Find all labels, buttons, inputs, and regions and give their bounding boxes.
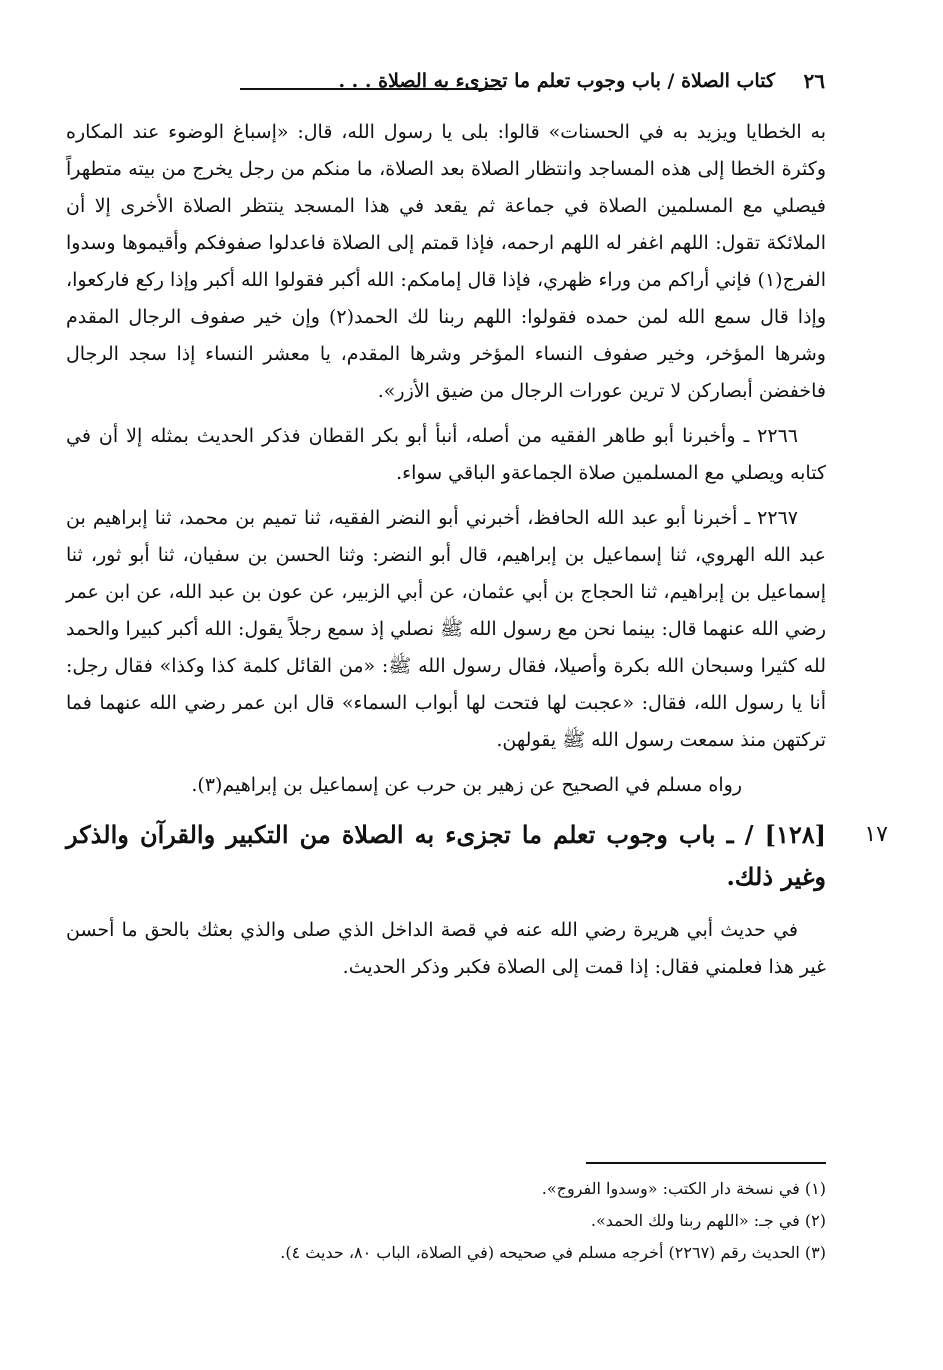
chapter-margin-number: ١٧ [864, 822, 888, 847]
footnote-rule [586, 1162, 826, 1164]
main-text [66, 114, 888, 994]
paragraph-hadith-2266: ٢٢٦٦ ـ وأخبرنا أبو طاهر الفقيه من أصله، أنبأ أبو بكر القطان فذكر الحديث بمثله إلا أن في كتابه ويصلي مع المسلمين صلاة الجماعةو الباقي سواء. [66, 425, 826, 484]
footnotes [160, 1162, 826, 1270]
paragraph-hadith-continuation: به الخطايا ويزيد به في الحسنات» قالوا: بلى يا رسول الله، قال: «إسباغ الوضوء عند المكاره وكثرة الخطا إلى هذه المساجد وانتظار الصلاة بعد الصلاة، ما منكم من رجل يخرج من بيته متطهراً فيصلي مع المسلمين الصلاة في جماعة ثم يقعد في هذا المسجد ينتظر الصلاة الأخرى إلا أن الملائكة تقول: اللهم اغفر له اللهم ارحمه، فإذا قمتم إلى الصلاة فاعدلوا صفوفكم وأقيموها وسدوا الفرج(١) فإني أراكم من وراء ظهري، فإذا قال إمامكم: الله أكبر فقولوا الله أكبر وإذا ركع فاركعوا، وإذا قال سمع الله لمن حمده فقولوا: اللهم ربنا لك الحمد(٢) وإن خير صفوف الرجال المقدم وشرها المؤخر، وخير صفوف النساء المؤخر وشرها المقدم، يا معشر النساء إذا سجد الرجال فاخفضن أبصاركن لا ترين عورات الرجال من ضيق الأزر». [66, 121, 827, 402]
footnote-3: (٣) الحديث رقم (٢٢٦٧) أخرجه مسلم في صحيحه (في الصلاة، الباب ٨٠، حديث ٤). [280, 1243, 826, 1262]
paragraph-closing: في حديث أبي هريرة رضي الله عنه في قصة الداخل الذي صلى والذي بعثك بالحق ما أحسن غير هذا فعلمني فقال: إذا قمت إلى الصلاة فكبر وذكر الحديث. [66, 919, 826, 978]
chapter-title: [١٢٨] / ـ باب وجوب تعلم ما تجزىء به الصلاة من التكبير والقرآن والذكر وغير ذلك. [66, 820, 826, 891]
header-rule [240, 88, 502, 90]
chapter-heading [66, 814, 888, 898]
running-head [60, 66, 825, 100]
footnote-1: (١) في نسخة دار الكتب: «وسدوا الفروج». [541, 1179, 826, 1198]
page-number: ٢٦ [803, 69, 825, 93]
footnote-2: (٢) في جـ: «اللهم ربنا ولك الحمد». [590, 1211, 826, 1230]
header-title: كتاب الصلاة / باب وجوب تعلم ما تجزىء به الصلاة . . . [338, 70, 775, 92]
paragraph-hadith-2267: ٢٢٦٧ ـ أخبرنا أبو عبد الله الحافظ، أخبرني أبو النضر الفقيه، ثنا تميم بن محمد، ثنا إبراهيم بن عبد الله الهروي، ثنا إسماعيل بن إبراهيم، قال أبو النضر: وثنا الحسن بن سفيان، ثنا أبو ثور، ثنا إسماعيل بن إبراهيم، ثنا الحجاج بن أبي عثمان، عن أبي الزبير، عن عون بن عبد الله، عن ابن عمر رضي الله عنهما قال: بينما نحن مع رسول الله ﷺ نصلي إذ سمع رجلاً يقول: الله أكبر كبيرا والحمد لله كثيرا وسبحان الله بكرة وأصيلا، فقال رسول الله ﷺ: «من القائل كلمة كذا وكذا» فقال رجل: أنا يا رسول الله، فقال: «عجبت لها فتحت لها أبواب السماء» قال ابن عمر رضي الله عنهما فما تركتهن منذ سمعت رسول الله ﷺ يقولهن. [66, 507, 827, 751]
paragraph-attribution: رواه مسلم في الصحيح عن زهير بن حرب عن إسماعيل بن إبراهيم(٣). [191, 774, 742, 796]
